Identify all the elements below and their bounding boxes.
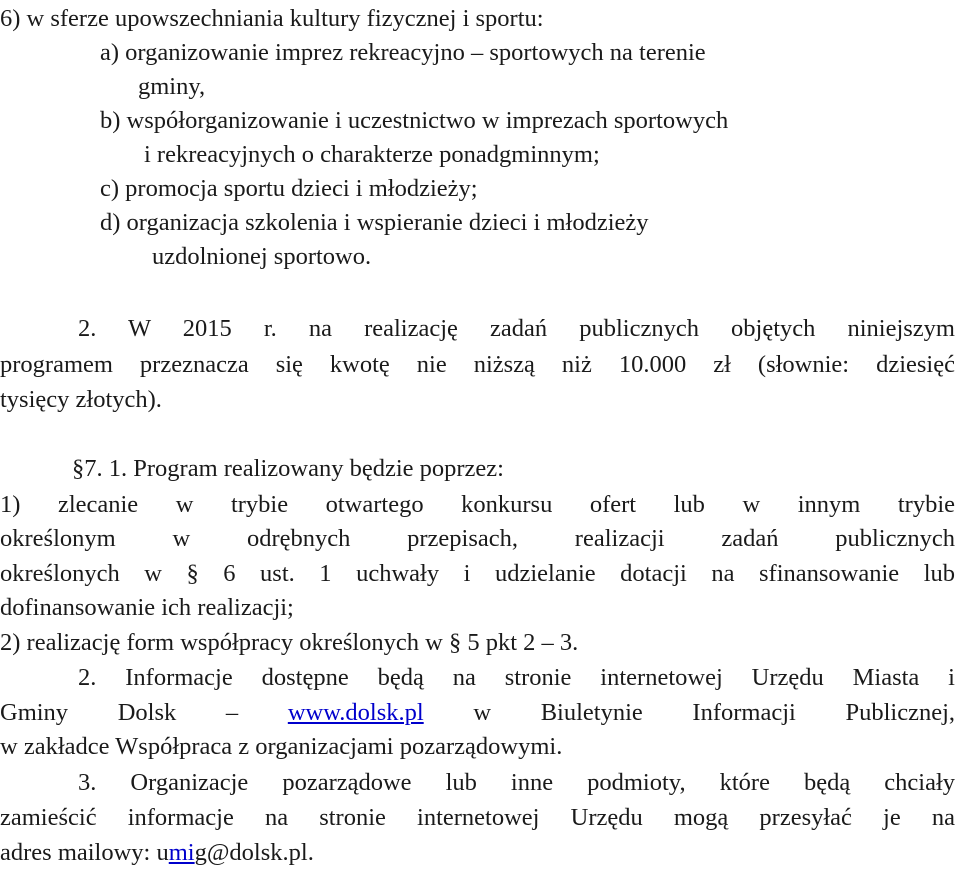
paragraph7-heading: §7. 1. Program realizowany będzie poprzez:: [72, 455, 504, 482]
point2-line3: tysięcy złotych).: [0, 386, 162, 413]
para7-point2-line2-post: w Biuletynie Informacji Publicznej,: [473, 699, 956, 726]
para7-point2-line3: w zakładce Współpraca z organizacjami pozarządowymi.: [0, 733, 563, 760]
list-item-a-line2: gminy,: [138, 73, 206, 100]
para7-item2: 2) realizację form współpracy określonych w § 5 pkt 2 – 3.: [0, 629, 579, 656]
para7-point3-line3: [0, 836, 314, 870]
para7-item1-line4: dofinansowanie ich realizacji;: [0, 594, 294, 621]
email-link-fragment[interactable]: mi: [168, 839, 195, 866]
website-link[interactable]: www.dolsk.pl: [287, 699, 424, 726]
list-item-b-line2: i rekreacyjnych o charakterze ponadgminnym;: [144, 141, 600, 168]
para7-item1-line3: określonych w § 6 ust. 1 uchwały i udzielanie dotacji na sfinansowanie lub: [0, 560, 955, 587]
list-item-d-line1: d) organizacja szkolenia i wspieranie dzieci i młodzieży: [100, 209, 649, 236]
email-suffix: g@dolsk.pl.: [194, 839, 314, 866]
para7-point2-line1: 2. Informacje dostępne będą na stronie internetowej Urzędu Miasta i: [78, 664, 955, 691]
point2-line2: programem przeznacza się kwotę nie niższą niż 10.000 zł (słownie: dziesięć: [0, 351, 955, 378]
list-item-b-line1: b) współorganizowanie i uczestnictwo w imprezach sportowych: [100, 107, 729, 134]
para7-point3-line1: 3. Organizacje pozarządowe lub inne podmioty, które będą chciały: [78, 769, 955, 796]
para7-point2-line2-pre: Gminy Dolsk –: [0, 699, 239, 726]
email-prefix: adres mailowy: u: [0, 839, 169, 866]
para7-item1-line2: określonym w odrębnych przepisach, realizacji zadań publicznych: [0, 525, 955, 552]
list-item-a-line1: a) organizowanie imprez rekreacyjno – sportowych na terenie: [100, 39, 706, 66]
list-item-c: c) promocja sportu dzieci i młodzieży;: [100, 175, 478, 202]
para7-point3-line2: zamieścić informacje na stronie internetowej Urzędu mogą przesyłać je na: [0, 804, 955, 831]
point2-line1: 2. W 2015 r. na realizację zadań publicznych objętych niniejszym: [78, 315, 955, 342]
para7-item1-line1: 1) zlecanie w trybie otwartego konkursu ofert lub w innym trybie: [0, 491, 955, 518]
list-item-d-line2: uzdolnionej sportowo.: [152, 243, 372, 270]
para7-point2-line2: [0, 696, 955, 730]
section-heading: 6) w sferze upowszechniania kultury fizycznej i sportu:: [0, 5, 544, 32]
